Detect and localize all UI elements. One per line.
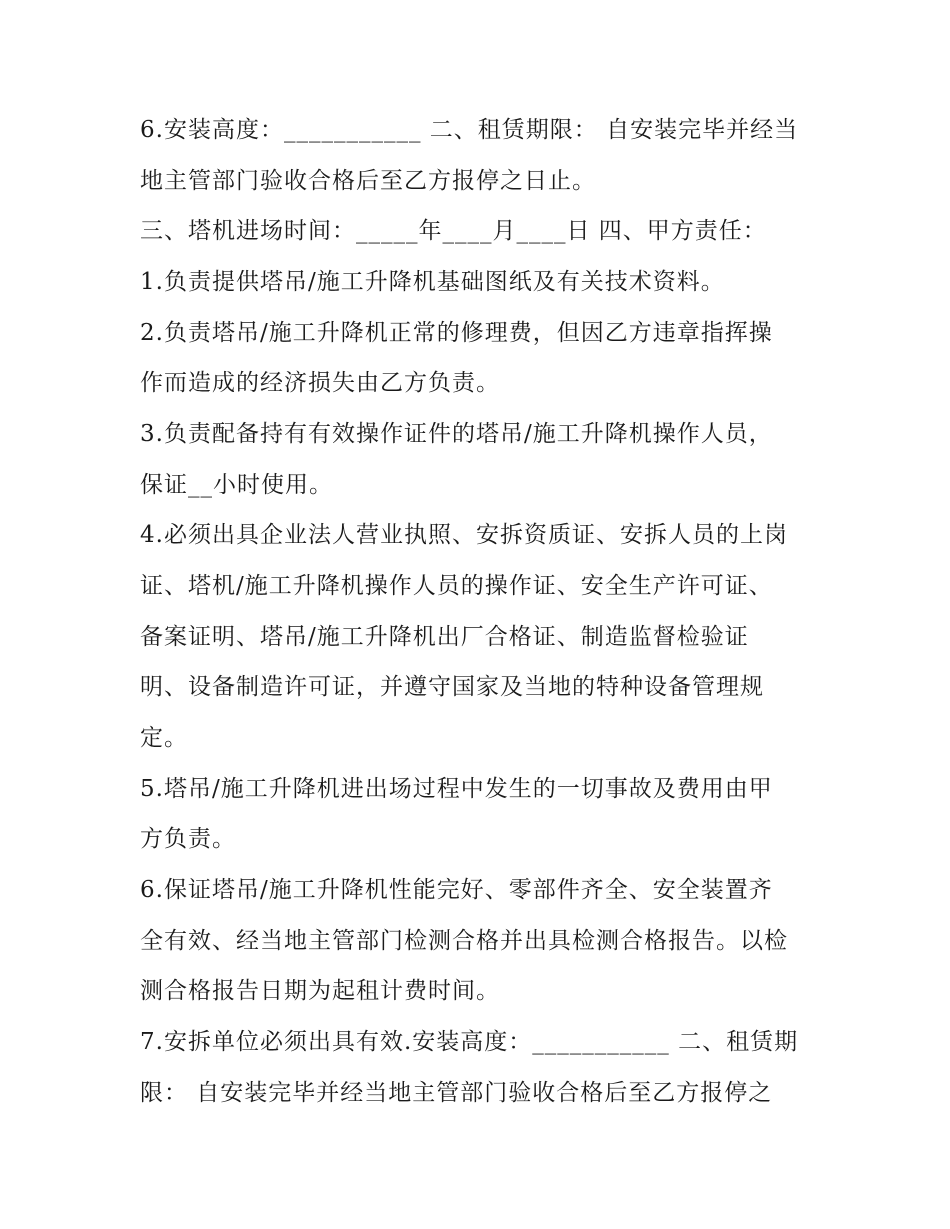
text-line-19: 7.安拆单位必须出具有效.安装高度：___________ 二、租赁期 [140, 1029, 799, 1055]
text-line-6: 作而造成的经济损失由乙方负责。 [140, 370, 500, 396]
text-line-20: 限： 自安装完毕并经当地主管部门验收合格后至乙方报停之 [140, 1080, 773, 1106]
text-line-5: 2.负责塔吊/施工升降机正常的修理费，但因乙方违章指挥操 [140, 320, 773, 346]
text-line-10: 证、塔机/施工升降机操作人员的操作证、安全生产许可证、 [140, 573, 773, 599]
text-line-1: 6.安装高度：___________ 二、租赁期限： 自安装完毕并经当 [140, 117, 799, 143]
text-line-12: 明、设备制造许可证，并遵守国家及当地的特种设备管理规 [140, 674, 764, 700]
text-line-4: 1.负责提供塔吊/施工升降机基础图纸及有关技术资料。 [140, 269, 725, 295]
text-line-16: 6.保证塔吊/施工升降机性能完好、零部件齐全、安全装置齐 [140, 877, 773, 903]
text-line-11: 备案证明、塔吊/施工升降机出厂合格证、制造监督检验证 [140, 624, 749, 650]
text-line-15: 方负责。 [140, 826, 236, 852]
text-line-2: 地主管部门验收合格后至乙方报停之日止。 [140, 168, 596, 194]
text-line-8: 保证__小时使用。 [140, 472, 333, 498]
text-line-18: 测合格报告日期为起租计费时间。 [140, 978, 500, 1004]
text-line-13: 定。 [140, 725, 188, 751]
text-line-14: 5.塔吊/施工升降机进出场过程中发生的一切事故及费用由甲 [140, 776, 773, 802]
text-line-17: 全有效、经当地主管部门检测合格并出具检测合格报告。以检 [140, 928, 788, 954]
text-line-3: 三、塔机进场时间：_____年____月____日 四、甲方责任： [140, 218, 767, 244]
text-line-9: 4.必须出具企业法人营业执照、安拆资质证、安拆人员的上岗 [140, 522, 788, 548]
text-line-7: 3.负责配备持有有效操作证件的塔吊/施工升降机操作人员， [140, 421, 773, 447]
